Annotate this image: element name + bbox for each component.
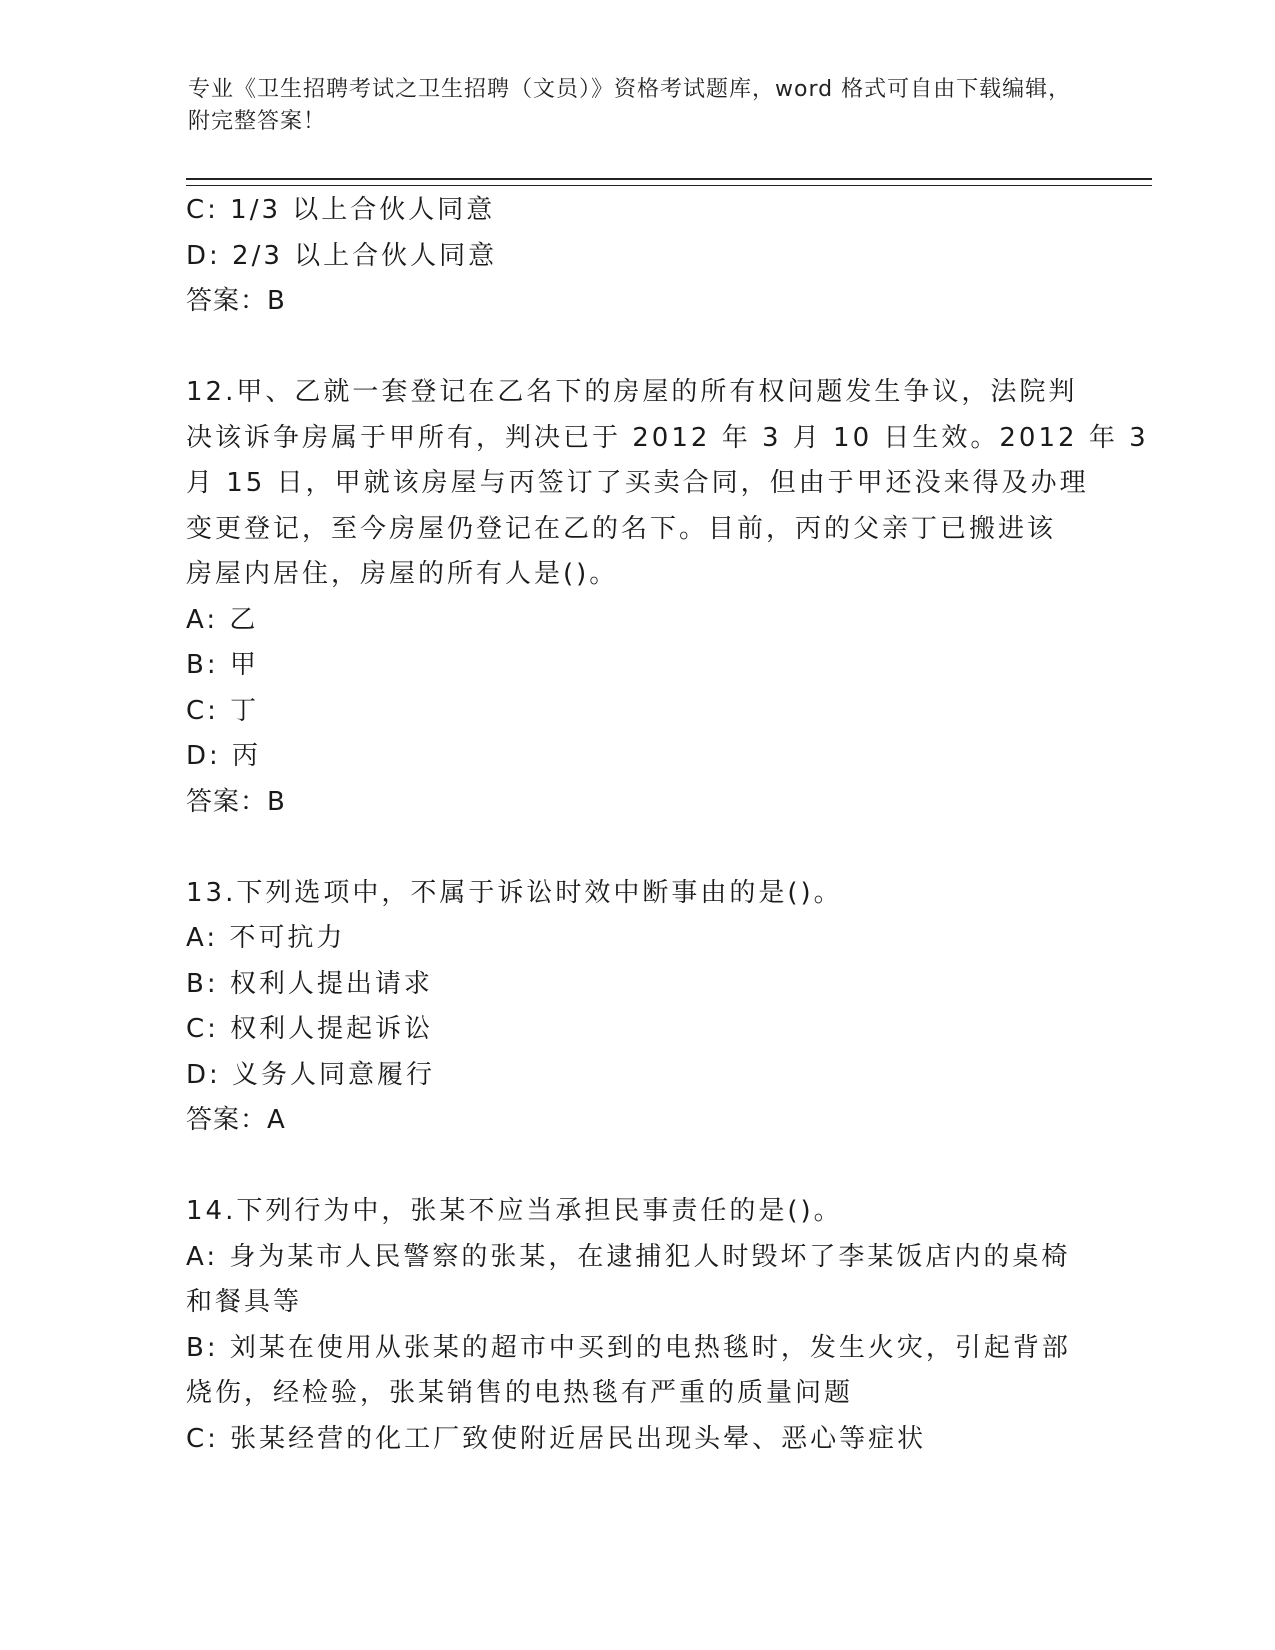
option-a: A: 不可抗力 bbox=[186, 923, 346, 953]
page-header bbox=[188, 74, 1088, 138]
answer-line: 答案：B bbox=[186, 786, 286, 817]
question-text-line: 变更登记，至今房屋仍登记在乙的名下。目前，丙的父亲丁已搬进该 bbox=[186, 513, 1057, 544]
answer-line: 答案：A bbox=[186, 1105, 286, 1135]
question-11-tail bbox=[186, 188, 1076, 325]
question-text-line: 12.甲、乙就一套登记在乙名下的房屋的所有权问题发生争议，法院判 bbox=[186, 377, 1078, 407]
option-c: C: 1/3 以上合伙人同意 bbox=[186, 195, 496, 225]
option-d: D: 义务人同意履行 bbox=[186, 1059, 436, 1090]
option-b: B: 刘某在使用从张某的超市中买到的电热毯时，发生火灾，引起背部 bbox=[186, 1332, 1071, 1363]
question-14 bbox=[186, 1189, 1076, 1462]
question-text-line: 决该诉争房属于甲所有，判决已于 2012 年 3 月 10 日生效。2012 年 3 bbox=[186, 422, 1149, 453]
option-b: B: 甲 bbox=[186, 650, 259, 680]
option-a-continued: 和餐具等 bbox=[186, 1287, 303, 1317]
option-a: A: 乙 bbox=[186, 604, 259, 635]
option-c: C: 张某经营的化工厂致使附近居民出现头晕、恶心等症状 bbox=[186, 1423, 927, 1454]
option-c: C: 丁 bbox=[186, 695, 260, 726]
question-13 bbox=[186, 871, 1076, 1144]
option-b: B: 权利人提出请求 bbox=[186, 968, 433, 999]
question-text-line: 月 15 日，甲就该房屋与丙签订了买卖合同，但由于甲还没来得及办理 bbox=[186, 468, 1089, 498]
option-d: D: 丙 bbox=[186, 741, 262, 771]
question-12 bbox=[186, 370, 1149, 825]
question-text-line: 房屋内居住，房屋的所有人是()。 bbox=[186, 559, 619, 589]
spacer bbox=[186, 825, 1076, 871]
question-text-line: 14.下列行为中，张某不应当承担民事责任的是()。 bbox=[186, 1196, 843, 1226]
question-text-line: 13.下列选项中，不属于诉讼时效中断事由的是()。 bbox=[186, 877, 843, 908]
option-d: D: 2/3 以上合伙人同意 bbox=[186, 240, 498, 271]
spacer bbox=[186, 1144, 1076, 1190]
option-a: A: 身为某市人民警察的张某，在逮捕犯人时毁坏了李某饭店内的桌椅 bbox=[186, 1241, 1071, 1272]
spacer bbox=[186, 325, 1076, 371]
option-b-continued: 烧伤，经检验，张某销售的电热毯有严重的质量问题 bbox=[186, 1378, 854, 1408]
header-divider bbox=[186, 178, 1152, 186]
document-body bbox=[186, 188, 1149, 1462]
header-text: 专业《卫生招聘考试之卫生招聘（文员）》资格考试题库，word 格式可自由下载编辑，附完整答案！ bbox=[188, 77, 1072, 134]
option-c: C: 权利人提起诉讼 bbox=[186, 1014, 434, 1044]
answer-line: 答案：B bbox=[186, 286, 286, 316]
